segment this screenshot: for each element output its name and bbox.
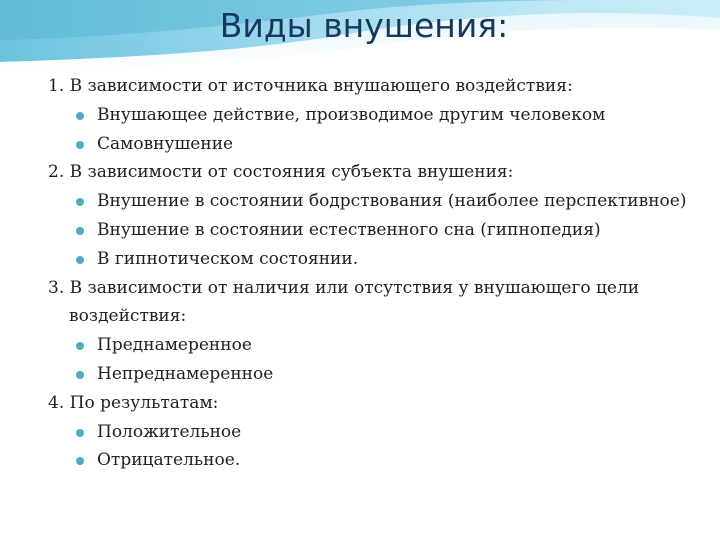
bullet-icon	[76, 342, 84, 350]
section-heading: 2. В зависимости от состояния субъекта внушения:	[48, 162, 514, 183]
slide-title-text: Виды внушения:	[219, 6, 509, 45]
list-item-text: Внушение в состоянии естественного сна (гипнопедия)	[97, 219, 601, 240]
slide-title	[0, 6, 720, 45]
bullet-icon	[76, 256, 84, 264]
list-item	[48, 216, 698, 245]
list-item-text: Отрицательное.	[97, 450, 241, 471]
bullet-icon	[76, 112, 84, 120]
bullet-icon	[76, 141, 84, 149]
list-item-text: Непреднамеренное	[97, 363, 274, 384]
bullet-icon	[76, 371, 84, 379]
list-item	[48, 187, 698, 216]
section-heading: 4. По результатам:	[48, 392, 219, 413]
list-item	[48, 446, 698, 475]
bullet-icon	[76, 429, 84, 437]
list-item	[48, 331, 698, 360]
section-heading: 1. В зависимости от источника внушающего воздействия:	[48, 76, 573, 96]
list-item	[48, 360, 698, 389]
list-item-text: Внушение в состоянии бодрствования (наиболее перспективное)	[97, 191, 687, 212]
list-item-text: Внушающее действие, производимое другим человеком	[97, 104, 606, 125]
list-item-text: Положительное	[97, 421, 242, 442]
list-item-text: В гипнотическом состоянии.	[97, 248, 359, 269]
section-heading: 3. В зависимости от наличия или отсутствия у внушающего цели воздействия:	[48, 277, 640, 327]
bullet-icon	[76, 457, 84, 465]
bullet-icon	[76, 198, 84, 206]
list-item	[48, 101, 698, 130]
list-item-text: Преднамеренное	[97, 335, 252, 356]
list-item-text: Самовнушение	[97, 133, 234, 154]
list-item	[48, 418, 698, 447]
list-item	[48, 245, 698, 274]
content-list	[48, 72, 698, 475]
list-item	[48, 130, 698, 159]
bullet-icon	[76, 227, 84, 235]
